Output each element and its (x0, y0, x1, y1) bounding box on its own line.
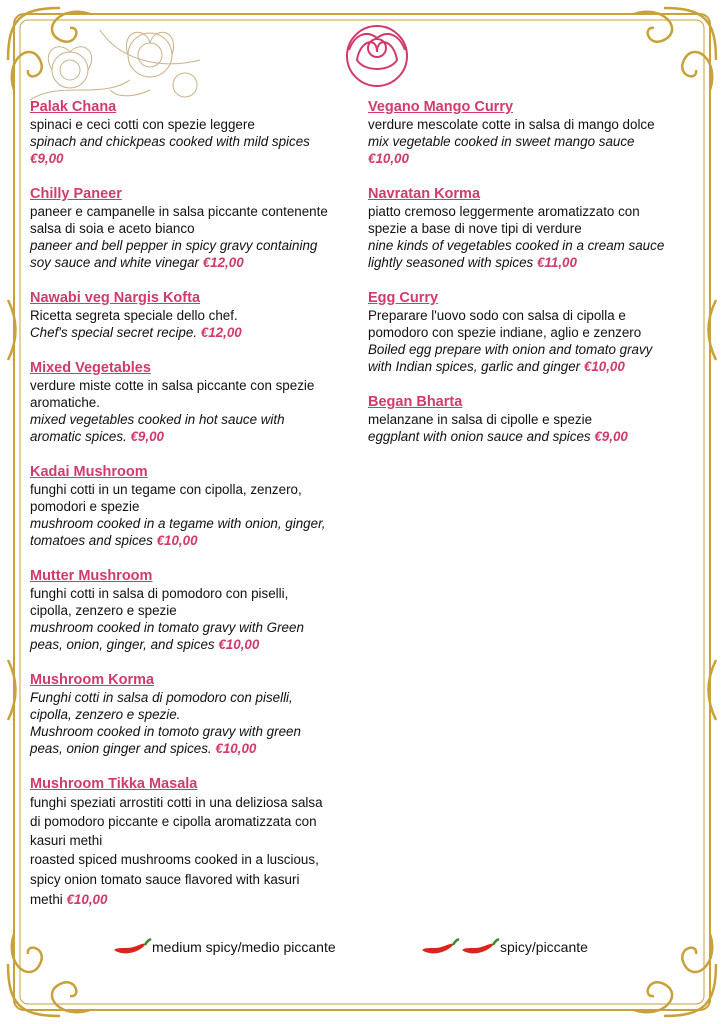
price: €9,00 (594, 429, 628, 444)
floral-decoration-icon (30, 30, 200, 100)
english-description (30, 428, 360, 445)
italian-description: cipolla, zenzero e spezie. (30, 707, 181, 722)
english-description (30, 890, 360, 910)
italian-description: verdure mescolate cotte in salsa di mango dolce (368, 117, 655, 132)
price: €10,00 (156, 533, 198, 548)
italian-description: salsa di soia e aceto bianco (30, 221, 195, 236)
price: €9,00 (30, 151, 64, 166)
english-description (368, 133, 698, 150)
dish-name: Mushroom Tikka Masala (30, 776, 198, 792)
english-text: peas, onion, ginger, and spices (30, 637, 215, 652)
italian-description: cipolla, zenzero e spezie (30, 603, 177, 618)
price: €9,00 (130, 429, 164, 444)
price: €10,00 (66, 892, 108, 907)
price: €10,00 (583, 359, 625, 374)
english-text: mushroom cooked in tomato gravy with Green (30, 620, 304, 635)
english-description (30, 254, 360, 271)
italian-description: Funghi cotti in salsa di pomodoro con piselli, (30, 690, 293, 705)
legend-label: medium spicy/medio piccante (152, 939, 336, 955)
english-text: Mushroom cooked in tomoto gravy with green (30, 724, 301, 739)
legend-spicy (420, 936, 588, 958)
dish-name: Mushroom Korma (30, 672, 155, 688)
english-text: spicy onion tomato sauce flavored with kasuri (30, 872, 300, 887)
menu-item (30, 463, 360, 549)
menu-item (368, 289, 698, 375)
english-description (368, 428, 698, 445)
italian-description: di pomodoro piccante e cipolla aromatizzata con (30, 814, 317, 829)
price: €12,00 (200, 325, 242, 340)
english-description (30, 723, 360, 740)
italian-description: spezie a base di nove tipi di verdure (368, 221, 582, 236)
english-text: lightly seasoned with spices (368, 255, 534, 270)
chilli-pepper-icon (112, 936, 152, 958)
english-text: with Indian spices, garlic and ginger (368, 359, 581, 374)
italian-description: aromatiche. (30, 395, 100, 410)
english-description (30, 515, 360, 532)
menu-item (30, 671, 360, 757)
dish-name: Mixed Vegetables (30, 360, 151, 376)
english-description (30, 133, 360, 150)
legend-label: spicy/piccante (500, 939, 588, 955)
english-description (30, 619, 360, 636)
italian-description: pomodori e spezie (30, 499, 140, 514)
english-text: roasted spiced mushrooms cooked in a luscious, (30, 852, 319, 867)
english-description (30, 411, 360, 428)
english-text: methi (30, 892, 63, 907)
menu-item (30, 185, 360, 271)
italian-description: Ricetta segreta speciale dello chef. (30, 308, 238, 323)
english-text: soy sauce and white vinegar (30, 255, 199, 270)
price: €10,00 (215, 741, 257, 756)
price: €12,00 (202, 255, 244, 270)
english-description (30, 532, 360, 549)
english-text: nine kinds of vegetables cooked in a cream sauce (368, 238, 665, 253)
menu-item (368, 185, 698, 271)
english-text: mushroom cooked in a tegame with onion, ginger, (30, 516, 326, 531)
dish-name: Nawabi veg Nargis Kofta (30, 290, 201, 306)
english-text: spinach and chickpeas cooked with mild spices (30, 134, 310, 149)
english-description (368, 358, 698, 375)
chilli-pepper-icon (460, 936, 500, 958)
italian-description: funghi cotti in un tegame con cipolla, zenzero, (30, 482, 302, 497)
italian-description: funghi cotti in salsa di pomodoro con piselli, (30, 586, 289, 601)
dish-name: Mutter Mushroom (30, 568, 153, 584)
english-text: tomatoes and spices (30, 533, 153, 548)
english-text: Boiled egg prepare with onion and tomato gravy (368, 342, 653, 357)
menu-item (30, 289, 360, 341)
italian-description: spinaci e ceci cotti con spezie leggere (30, 117, 255, 132)
menu-column-right (368, 98, 698, 463)
italian-description: Preparare l'uovo sodo con salsa di cipolla e (368, 308, 626, 323)
english-description (30, 870, 360, 890)
italian-description: paneer e campanelle in salsa piccante contenente (30, 204, 328, 219)
menu-column-left (30, 98, 360, 928)
italian-description: pomodoro con spezie indiane, aglio e zenzero (368, 325, 642, 340)
italian-description: piatto cremoso leggermente aromatizzato con (368, 204, 640, 219)
chilli-icon-group (112, 936, 152, 958)
english-description (30, 237, 360, 254)
dish-name: Palak Chana (30, 99, 117, 115)
english-text: Chef's special secret recipe. (30, 325, 198, 340)
dish-name: Chilly Paneer (30, 186, 122, 202)
lotus-logo-icon (347, 26, 407, 86)
dish-name: Kadai Mushroom (30, 464, 148, 480)
italian-description: melanzane in salsa di cipolle e spezie (368, 412, 593, 427)
english-description (368, 254, 698, 271)
english-description (30, 740, 360, 757)
english-description (368, 341, 698, 358)
english-description (30, 850, 360, 870)
italian-description: funghi speziati arrostiti cotti in una deliziosa salsa (30, 795, 323, 810)
chilli-pepper-icon (420, 936, 460, 958)
english-description (368, 237, 698, 254)
chilli-icon-group (420, 936, 500, 958)
legend-medium-spicy (112, 936, 336, 958)
dish-name: Vegano Mango Curry (368, 99, 514, 115)
english-text: peas, onion ginger and spices. (30, 741, 212, 756)
english-text: eggplant with onion sauce and spices (368, 429, 591, 444)
english-text: aromatic spices. (30, 429, 127, 444)
english-description (30, 636, 360, 653)
menu-item (30, 359, 360, 445)
english-text: mixed vegetables cooked in hot sauce with (30, 412, 285, 427)
dish-name: Began Bharta (368, 394, 463, 410)
italian-description: kasuri methi (30, 833, 103, 848)
dish-name: Egg Curry (368, 290, 439, 306)
italian-description: verdure miste cotte in salsa piccante con spezie (30, 378, 315, 393)
price: €10,00 (218, 637, 260, 652)
price: €10,00 (368, 151, 409, 166)
menu-item (30, 775, 360, 910)
dish-name: Navratan Korma (368, 186, 481, 202)
menu-item (30, 567, 360, 653)
menu-item (30, 98, 360, 167)
menu-item (368, 98, 698, 167)
english-description (30, 324, 360, 341)
english-text: paneer and bell pepper in spicy gravy containing (30, 238, 318, 253)
english-text: mix vegetable cooked in sweet mango sauce (368, 134, 635, 149)
price: €11,00 (536, 255, 577, 270)
menu-item (368, 393, 698, 445)
